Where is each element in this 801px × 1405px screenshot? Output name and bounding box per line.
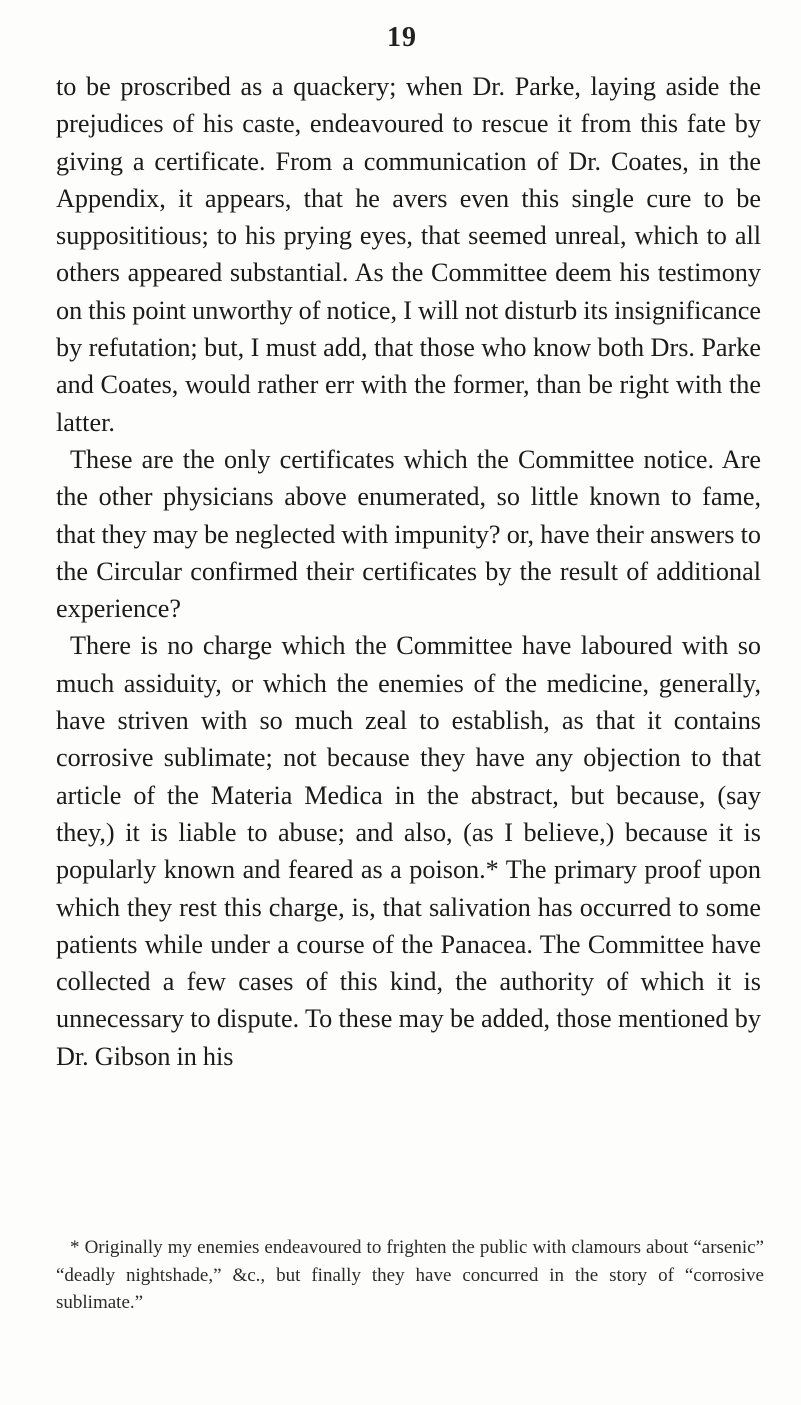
page-number: 19 xyxy=(387,22,417,53)
footnote-text: * Originally my enemies endeavoured to frighten the public with clamours about “arsenic” “deadly nightshade,” &c., but finally they have concurred in the story of “corrosive sublimate.” xyxy=(56,1237,764,1313)
body-text xyxy=(56,68,761,1075)
paragraph-1: to be proscribed as a quackery; when Dr. Parke, laying aside the prejudices of his caste, endeavoured to rescue it from this fate by giving a certificate. From a communication of Dr. Coates, in the Appendix, it appears, that he avers even this single cure to be supposititious; to his prying eyes, that seemed unreal, which to all others appeared substantial. As the Committee deem his testimony on this point unworthy of notice, I will not disturb its insignificance by refutation; but, I must add, that those who know both Drs. Parke and Coates, would rather err with the former, than be right with the latter. xyxy=(56,72,761,437)
paragraph-2: These are the only certificates which the Committee notice. Are the other physicians above enumerated, so little known to fame, that they may be neglected with impunity? or, have their answers to the Circular confirmed their certificates by the result of additional experience? xyxy=(56,444,761,624)
paragraph-3: There is no charge which the Committee have laboured with so much assiduity, or which the enemies of the medicine, generally, have striven with so much zeal to establish, as that it contains corrosive sublimate; not because they have any objection to that article of the Materia Medica in the abstract, but because, (say they,) it is liable to abuse; and also, (as I believe,) because it is popularly known and feared as a poison.* The primary proof upon which they rest this charge, is, that salivation has occurred to some patients while under a course of the Panacea. The Committee have collected a few cases of this kind, the authority of which it is unnecessary to dispute. To these may be added, those mentioned by Dr. Gibson in his xyxy=(56,631,761,1071)
footnote xyxy=(56,1234,764,1317)
